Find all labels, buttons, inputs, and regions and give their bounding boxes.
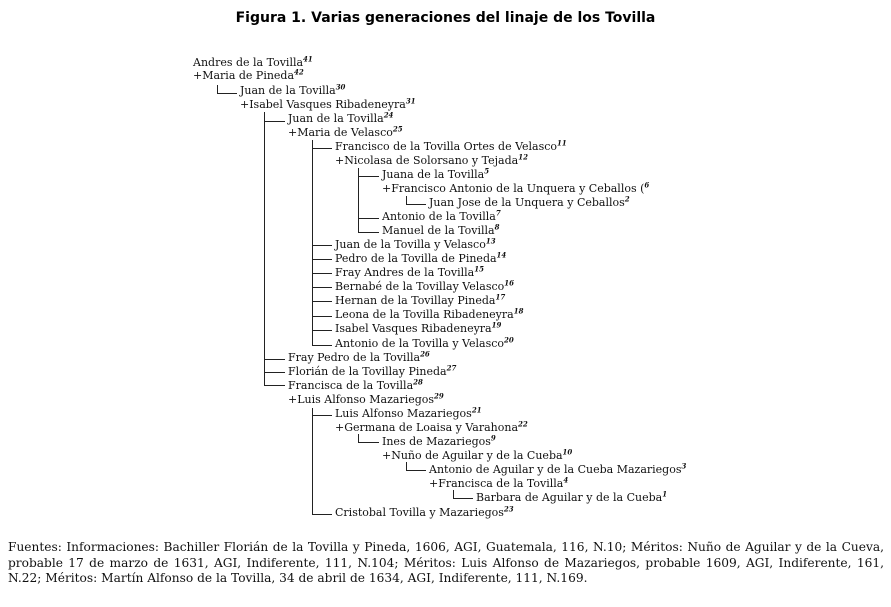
tree-entry: +Francisco Antonio de la Unquera y Ceballos ($^6$ <box>382 180 650 195</box>
tree-entry: +Isabel Vasques Ribadeneyra$^{31}$ <box>240 96 416 111</box>
tree-entry: +Germana de Loaisa y Varahona$^{22}$ <box>335 419 528 434</box>
connector-line <box>264 121 285 122</box>
connector-line <box>312 330 332 331</box>
tree-entry: Manuel de la Tovilla$^8$ <box>382 222 500 237</box>
connector-line <box>358 168 359 232</box>
connector-line <box>217 85 218 93</box>
tree-entry: +Francisca de la Tovilla$^4$ <box>429 475 569 490</box>
tree-entry: Bernabé de la Tovillay Velasco$^{16}$ <box>335 278 515 293</box>
tree-entry: Juan de la Tovilla y Velasco$^{13}$ <box>335 236 496 251</box>
tree-entry: Antonio de la Tovilla$^7$ <box>382 208 501 223</box>
tree-entry: Cristobal Tovilla y Mazariegos$^{23}$ <box>335 504 514 519</box>
connector-line <box>406 204 426 205</box>
connector-line <box>312 287 332 288</box>
tree-entry: Juan de la Tovilla$^{24}$ <box>288 110 394 125</box>
connector-line <box>358 442 379 443</box>
tree-entry: Andres de la Tovilla$^{41}$ <box>193 54 313 69</box>
tree-entry: +Maria de Pineda$^{42}$ <box>193 67 304 82</box>
tree-entry: Fray Andres de la Tovilla$^{15}$ <box>335 264 484 279</box>
connector-line <box>312 316 332 317</box>
tree-entry: Florián de la Tovillay Pineda$^{27}$ <box>288 363 457 378</box>
tree-entry: Francisca de la Tovilla$^{28}$ <box>288 377 423 392</box>
connector-line <box>264 359 285 360</box>
tree-entry: Isabel Vasques Ribadeneyra$^{19}$ <box>335 320 502 335</box>
tree-entry: Juana de la Tovilla$^5$ <box>382 166 490 181</box>
connector-line <box>453 498 473 499</box>
connector-line <box>312 514 332 515</box>
tree-entry: Fray Pedro de la Tovilla$^{26}$ <box>288 349 430 364</box>
connector-line <box>264 372 285 373</box>
tree-entry: Juan de la Tovilla$^{30}$ <box>240 82 346 97</box>
tree-entry: Francisco de la Tovilla Ortes de Velasco$^{11}$ <box>335 138 567 153</box>
tree-entry: Hernan de la Tovillay Pineda$^{17}$ <box>335 292 506 307</box>
tree-entry: +Nicolasa de Solorsano y Tejada$^{12}$ <box>335 152 528 167</box>
sources-note: Fuentes: Informaciones: Bachiller Florián de la Tovilla y Pineda, 1606, AGI, Guatemala, 116, N.10; Méritos: Nuño de Aguilar y de la Cueva, probable 17 de marzo de 1631, AGI, Indiferente, 111, N.104; Méritos: Luis Alfonso de Mazariegos, probable 1609, AGI, Indiferente, 161, N.22; Méritos: Martín Alfonso de la Tovilla, 34 de abril de 1634, AGI, Indiferente, 111, N.169. <box>8 540 884 585</box>
connector-line <box>312 408 313 514</box>
tree-entry: +Nuño de Aguilar y de la Cueba$^{10}$ <box>382 447 573 462</box>
tree-entry: Antonio de la Tovilla y Velasco$^{20}$ <box>335 335 514 350</box>
connector-line <box>312 301 332 302</box>
connector-line <box>406 470 426 471</box>
connector-line <box>358 232 379 233</box>
figure-title: Figura 1. Varias generaciones del linaje de los Tovilla <box>235 10 656 26</box>
tree-entry: +Luis Alfonso Mazariegos$^{29}$ <box>288 391 444 406</box>
tree-entry: Leona de la Tovilla Ribadeneyra$^{18}$ <box>335 306 524 321</box>
connector-line <box>312 245 332 246</box>
tree-entry: Barbara de Aguilar y de la Cueba$^1$ <box>476 489 668 504</box>
connector-line <box>453 490 454 498</box>
connector-line <box>406 196 407 204</box>
tree-entry: Juan Jose de la Unquera y Ceballos$^2$ <box>429 194 630 209</box>
connector-line <box>264 385 285 386</box>
connector-line <box>406 462 407 470</box>
connector-line <box>312 259 332 260</box>
tree-entry: Pedro de la Tovilla de Pineda$^{14}$ <box>335 250 507 265</box>
tree-entry: Ines de Mazariegos$^9$ <box>382 433 496 448</box>
connector-line <box>358 434 359 442</box>
tree-entry: Antonio de Aguilar y de la Cueba Mazariegos$^3$ <box>429 461 687 476</box>
connector-line <box>312 415 332 416</box>
connector-line <box>358 218 379 219</box>
connector-line <box>358 176 379 177</box>
connector-line <box>312 140 313 345</box>
connector-line <box>312 273 332 274</box>
connector-line <box>312 345 332 346</box>
connector-line <box>217 93 237 94</box>
tree-entry: +Maria de Velasco$^{25}$ <box>288 124 403 139</box>
connector-line <box>264 112 265 385</box>
connector-line <box>312 148 332 149</box>
tree-entry: Luis Alfonso Mazariegos$^{21}$ <box>335 405 482 420</box>
